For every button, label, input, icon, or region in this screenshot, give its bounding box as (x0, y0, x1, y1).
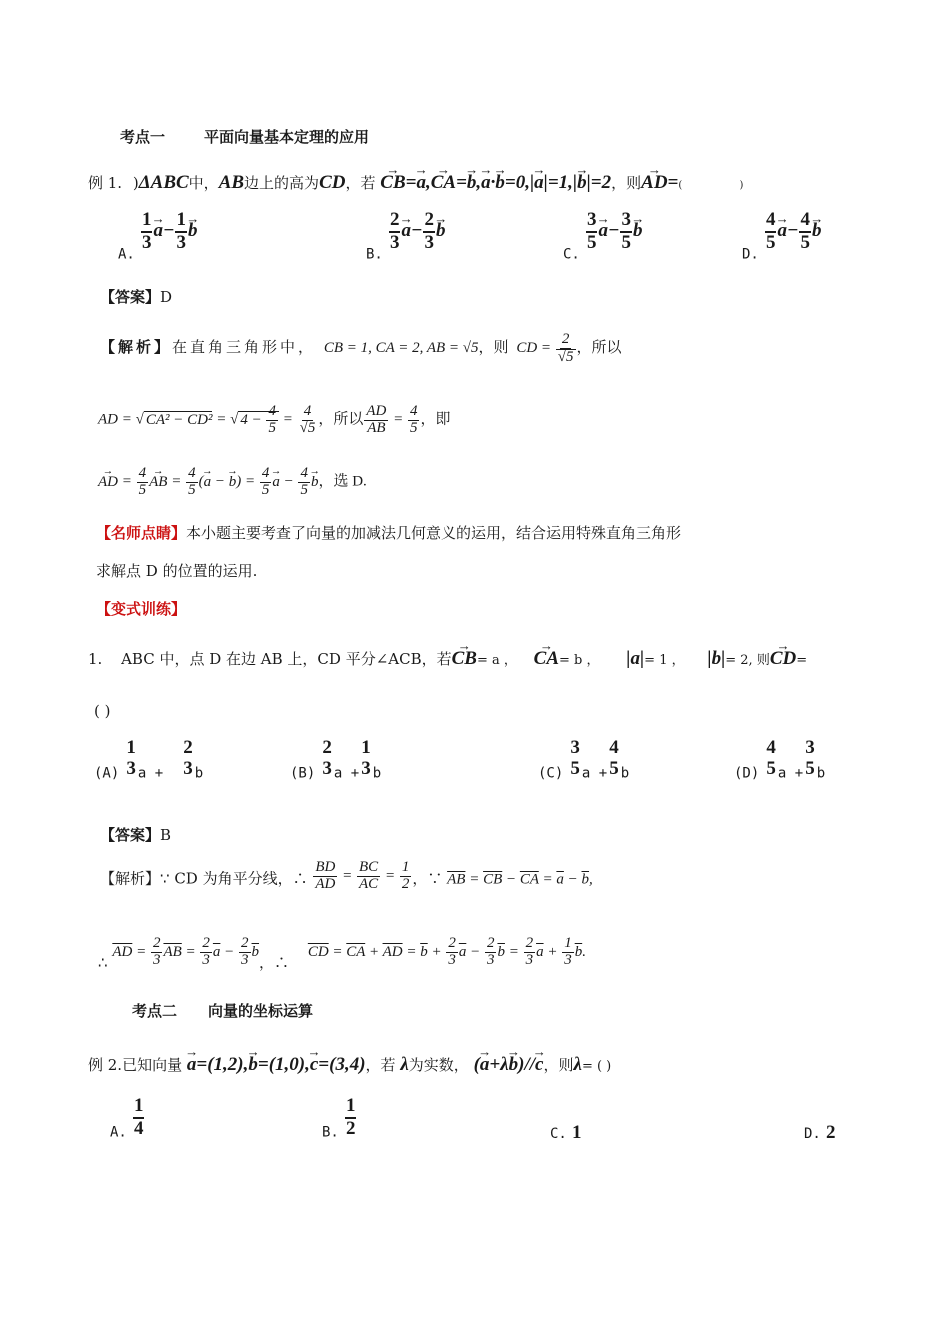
variant-blank: ( ) (94, 702, 111, 720)
text: ，∵ (412, 869, 443, 888)
example-label: 例 2. (88, 1056, 123, 1074)
option-letter: B. (366, 246, 383, 263)
text: 中， (188, 174, 219, 192)
ab-formula: $\overline{AB} = \overline{CB} - \overline{CA} = \overline{a} - \overline{b}$, (447, 871, 593, 888)
cd-formula: CD = $\frac{2}{√5}$ (516, 331, 574, 365)
ad-formula: $\overline{AD}$ = $\frac{2}{3}$ $\overline{AB}$ = $\frac{2}{3}$ $\overline{a}$ − $\frac{2}{3}$ $\overline{b}$ (112, 935, 260, 968)
fraction: 3 5 (805, 737, 815, 779)
abs-b: |b| (707, 648, 726, 669)
answer-label: 【答案】 (100, 826, 161, 844)
question-number: 1. (88, 650, 103, 668)
fraction: $\frac{2}{3}$ (424, 209, 434, 253)
option-b: B. $\frac{2}{3}$ → a− $\frac{2}{3}$ → b (366, 210, 445, 262)
option-letter: (B) (290, 765, 316, 782)
option-letter: B. (322, 1124, 339, 1141)
fraction: 4 5 (609, 737, 619, 779)
variant-option-d: (D) 4 5 a + 3 5 b (734, 737, 826, 782)
tip-line-2: 求解点 D 的位置的运用. (96, 562, 258, 580)
cd-formula: $\overline{CD} = \overline{CA} + \overline{AD} = \overline{b}$ + $\frac{2}{3}$ $\overline{a}$ − $\frac{2}{3}$ $\overline{b}$ = $\frac{2}{3}$ $\overline{a}$ + $\frac{1}{3}$ $\overline{b}$. (307, 935, 586, 968)
variant-option-a: (A) 1 3 a + 2 3 b (94, 737, 204, 782)
tip-line-1 (96, 522, 681, 543)
option-c: C. $\frac{3}{5}$ → a− $\frac{3}{5}$ → b (563, 210, 642, 262)
variant-option-b: (B) 2 3 a + 1 3 b (290, 737, 382, 782)
fraction: 2 3 (183, 737, 193, 779)
fraction: $\frac{2}{3}$ (389, 209, 400, 253)
variant-analysis-line-2 (98, 936, 586, 973)
variant-answer (100, 824, 171, 845)
ad-vector: → AD= (641, 172, 678, 193)
analysis-line-2: AD = √ CA² − CD² = √ 4 − $\frac{4}{5}$ = $\frac{4}{√5}$ ，所以 $\frac{AD}{AB}$ = $\frac{4}{5}$ ，即 (98, 403, 451, 436)
text: = b ， (559, 653, 600, 668)
text: = 2, 则 (725, 653, 770, 668)
text: 所以 (333, 411, 364, 428)
option-letter: A. (110, 1124, 127, 1141)
option-letter: D. (742, 246, 759, 263)
option-value: 2 (825, 1122, 836, 1143)
option-letter: A. (118, 246, 135, 263)
analysis-line-3: → AD = $\frac{4}{5}$ → AB = $\frac{4}{5}$ (→ a − → b) = $\frac{4}{5}$ → a − $\frac{4}{5}$ → b，选 D. (98, 466, 367, 499)
cd-vector: → CD (770, 648, 796, 669)
fraction: $\frac{3}{5}$ (586, 209, 597, 253)
ratio-formula: $\frac{BD}{AD}$ = $\frac{BC}{AC}$ = $\frac{1}{2}$ (315, 859, 410, 892)
text: 已知向量 (122, 1056, 183, 1074)
condition-formula: → CB=→ a,→ CA=→ b,→ a·→ b=0,|→ a|=1,|→ b|=2 (380, 172, 611, 193)
fraction: $\frac{4}{5}$ (800, 209, 810, 253)
ex2-option-c (550, 1122, 581, 1144)
option-letter: (A) (94, 765, 120, 782)
option-value: 1 (571, 1122, 582, 1143)
variant-question (88, 648, 807, 670)
text: = (796, 653, 808, 668)
tip-label: 【名师点睛】 (96, 524, 187, 542)
fraction: $\frac{1}{3}$ (141, 209, 152, 253)
option-letter: C. (550, 1126, 567, 1142)
parallel-condition: (→ a+λ→ b)//→ c (474, 1054, 544, 1075)
option-d: D. $\frac{4}{5}$ → a− $\frac{4}{5}$ → b (742, 210, 821, 262)
option-letter: (C) (538, 765, 564, 782)
answer-line (100, 286, 172, 307)
text: ，即 (420, 411, 451, 428)
tip-text: 本小题主要考查了向量的加减法几何意义的运用，结合运用特殊直角三角形 (186, 524, 682, 542)
text: ，若 (365, 1056, 396, 1074)
example1-question: 例 1. )ΔABC中，AB边上的高为CD，若 → CB=→ a,→ CA=→ b,→ a·→ b=0,|→ a|=1,|→ b|=2，则→ AD=( ) (88, 172, 743, 194)
ex2-option-a (110, 1096, 145, 1140)
text: = a ， (476, 653, 517, 668)
text: 为实数， (408, 1056, 469, 1074)
text: ，选 D. (318, 473, 367, 490)
section-title: 向量的坐标运算 (208, 1002, 314, 1020)
option-letter: (D) (734, 765, 760, 782)
text: ，则 (543, 1056, 574, 1074)
question-text: ABC 中，点 D 在边 AB 上，CD 平分∠ACB，若 (121, 650, 452, 668)
section-label: 考点一 (120, 128, 166, 146)
fraction: 1 3 (361, 737, 371, 779)
text: ，则 (478, 338, 509, 357)
text: 在直角三角形中， (172, 338, 317, 357)
cb-vector: → CB (452, 648, 477, 669)
segment-cd: CD (319, 172, 346, 193)
answer-value: B (160, 826, 172, 844)
option-letter: D. (804, 1126, 821, 1142)
fraction: $\frac{1}{2}$ (345, 1095, 356, 1139)
fraction: $\frac{3}{5}$ (621, 209, 631, 253)
segment-ab: AB (218, 172, 245, 193)
lambda-symbol: λ (400, 1054, 409, 1075)
fraction: 1 3 (126, 737, 136, 779)
variant-analysis-line-1 (100, 860, 593, 893)
text: ，若 (345, 174, 376, 192)
section-title: 平面向量基本定理的应用 (204, 128, 370, 146)
answer-label: 【答案】 (100, 288, 161, 306)
fraction: 3 5 (570, 737, 580, 779)
section-label: 考点二 (132, 1002, 178, 1020)
fraction: $\frac{1}{4}$ (133, 1095, 144, 1139)
abs-a: |a| (626, 648, 645, 669)
text: = 1 ， (644, 653, 685, 668)
variant-option-c: (C) 3 5 a + 4 5 b (538, 737, 630, 782)
analysis-label: 【解析】 (100, 338, 173, 357)
analysis-line-1 (100, 332, 622, 366)
side-lengths: CB = 1, CA = 2, AB = √5 (323, 340, 479, 357)
variant-label: 【变式训练】 (96, 600, 187, 618)
answer-blank: ( ) (678, 180, 744, 191)
analysis-label: 【解析】 (100, 869, 161, 888)
option-a: A. $\frac{1}{3}$ → a− $\frac{1}{3}$ → b (118, 210, 197, 262)
answer-blank: = ( ) (581, 1059, 612, 1074)
ex2-option-b (322, 1096, 357, 1140)
option-letter: C. (563, 246, 580, 263)
ex2-option-d (804, 1122, 835, 1144)
answer-value: D (160, 288, 173, 306)
given-vectors: → a=(1,2),→ b=(1,0),→ c=(3,4) (187, 1054, 366, 1075)
example2-question: 例 2.已知向量 → a=(1,2),→ b=(1,0),→ c=(3,4)，若 λ为实数， (→ a+λ→ b)//→ c，则λ= ( ) (88, 1054, 611, 1076)
ca-vector: → CA (534, 648, 559, 669)
fraction: 2 3 (322, 737, 332, 779)
text: ，所以 (576, 338, 622, 357)
text: 边上的高为 (244, 174, 320, 192)
fraction: $\frac{4}{5}$ (765, 209, 776, 253)
triangle-symbol: ΔABC (138, 172, 189, 193)
text: ，∴ (259, 953, 290, 972)
fraction: $\frac{1}{3}$ (176, 209, 186, 253)
fraction: 4 5 (766, 737, 776, 779)
therefore-symbol: ∴ (98, 953, 108, 972)
text: ，则 (611, 174, 642, 192)
text: ∵ CD 为角平分线，∴ (160, 869, 308, 888)
example-label: 例 1. (88, 174, 123, 192)
